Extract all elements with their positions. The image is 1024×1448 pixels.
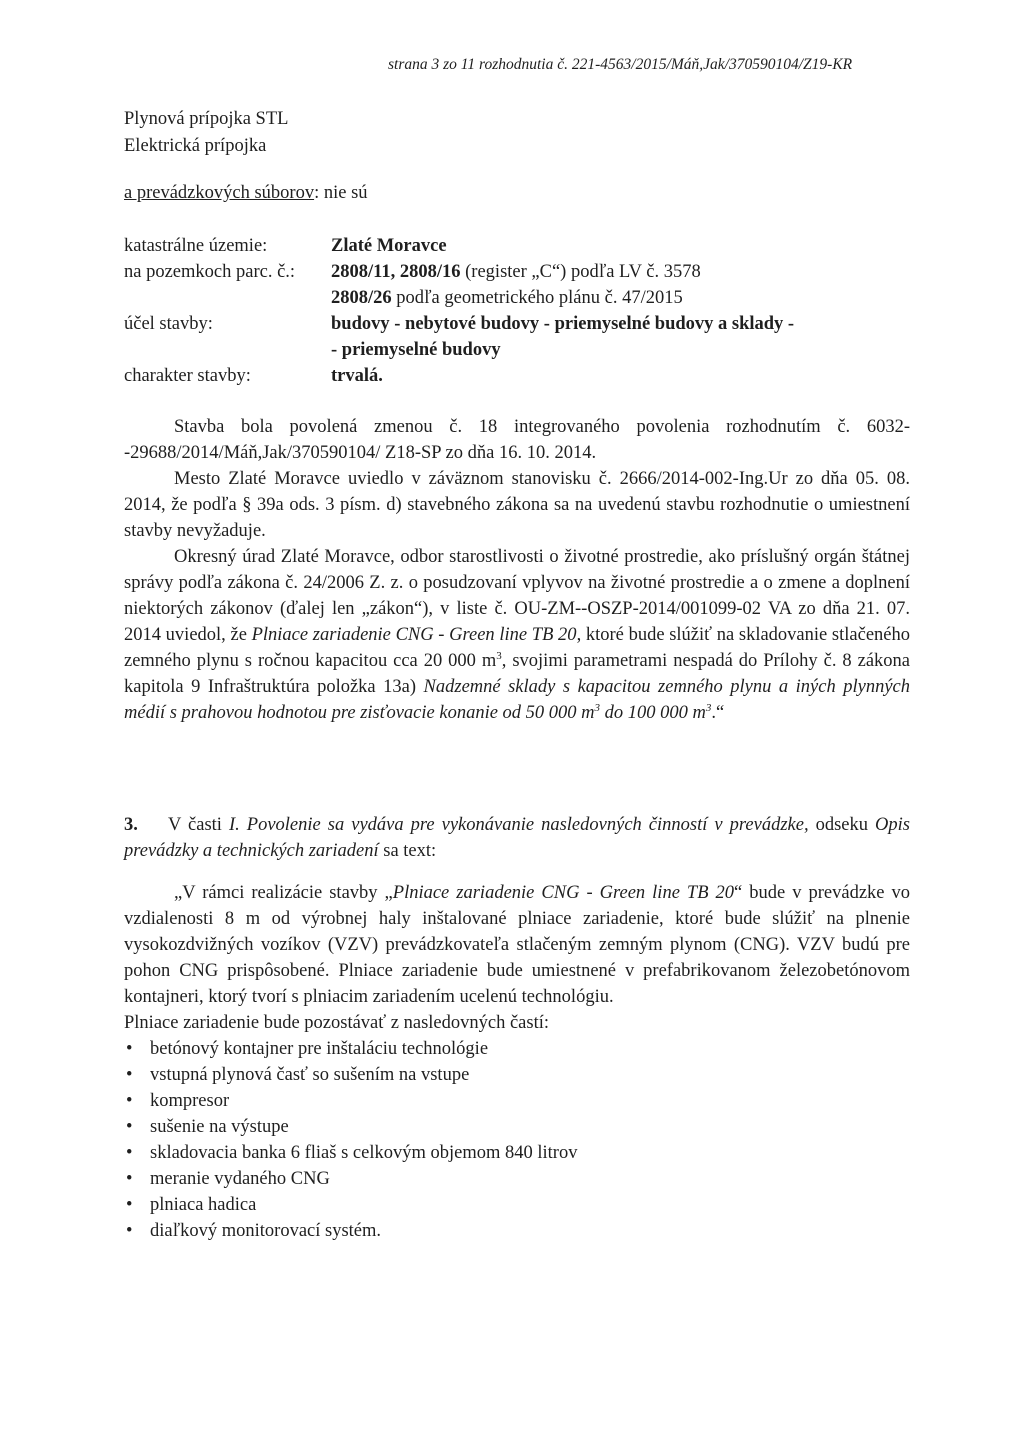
list-item: • kompresor	[124, 1088, 910, 1114]
purpose-row	[124, 311, 914, 363]
operating-units-line	[124, 180, 368, 206]
quote-paragraph: „V rámci realizácie stavby „Plniace zariadenie CNG - Green line TB 20“ bude v prevádzke vo vzdialenosti 8 m od výrobnej haly inštalované plniace zariadenie, ktoré bude slúžiť na plnenie vysokozdvižných vozíkov (VZV) prevádzkovateľa stlačeným zemným plynom (CNG). VZV budú pre pohon CNG prispôsobené. Plniace zariadenie bude umiestnené v prefabrikovanom železobetónovom kontajneri, ktorý tvorí s plniacim zariadením ucelenú technológiu.	[124, 883, 911, 1007]
section-3: 3. V časti I. Povolenie sa vydáva pre vykonávanie nasledovných činností v prevádzke, odseku Opis prevádzky a technických zariadení sa text:	[124, 812, 910, 864]
purpose-line-2: - priemyselné budovy	[331, 340, 501, 360]
paragraph-permit: Stavba bola povolená zmenou č. 18 integrovaného povolenia rozhodnutím č. 6032--29688/2014/Máň,Jak/370590104/ Z18-SP zo dňa 16. 10. 2014.	[124, 417, 910, 463]
list-item: • vstupná plynová časť so sušením na vstupe	[124, 1062, 910, 1088]
parcel-row	[124, 259, 914, 311]
paragraph-district-office: Okresný úrad Zlaté Moravce, odbor starostlivosti o životné prostredie, ako príslušný orgán štátnej správy podľa zákona č. 24/2006 Z. z. o posudzovaní vplyvov na životné prostredie a o zmene a doplnení niektorých zákonov (ďalej len „zákon“), v liste č. OU-ZM--OSZP-2014/001099-02 VA zo dňa 21. 07. 2014 uviedol, že Plniace zariadenie CNG - Green line TB 20, ktoré bude slúžiť na skladovanie stlačeného zemného plynu s ročnou kapacitou cca 20 000 $m^3$, svojimi parametrami nespadá do Prílohy č. 8 zákona kapitola 9 Infraštruktúra položka 13a) Nadzemné sklady s kapacitou zemného plynu a iných plynných médií s prahovou hodnotou pre zisťovacie konanie od 50 000 $m^3$ do 100 000 $m^3.“$	[124, 547, 911, 723]
cadastre-label: katastrálne územie:	[124, 236, 268, 256]
cadastre-value: Zlaté Moravce	[331, 236, 447, 256]
character-value: trvalá.	[331, 366, 383, 386]
list-item: • betónový kontajner pre inštaláciu technológie	[124, 1036, 910, 1062]
parcel-label: na pozemkoch parc. č.:	[124, 262, 296, 282]
paragraph-town-opinion: Mesto Zlaté Moravce uviedlo v záväznom stanovisku č. 2666/2014-002-Ing.Ur zo dňa 05. 08. 2014, že podľa § 39a ods. 3 písm. d) stavebného zákona sa na uvedenú stavbu rozhodnutie o umiestnení stavby nevyžaduje.	[124, 469, 910, 541]
page-header-reference: strana 3 zo 11 rozhodnutia č. 221-4563/2015/Máň,Jak/370590104/Z19-KR	[388, 56, 853, 73]
property-list	[124, 233, 914, 389]
component-list	[124, 1036, 910, 1244]
list-item: • plniaca hadica	[124, 1192, 910, 1218]
character-row	[124, 363, 914, 389]
parcel-numbers: 2808/11, 2808/16	[331, 262, 461, 282]
purpose-value	[331, 311, 914, 363]
intro-line-electric: Elektrická prípojka	[124, 136, 267, 156]
intro-line-gas: Plynová prípojka STL	[124, 109, 289, 129]
list-item: • meranie vydaného CNG	[124, 1166, 910, 1192]
parcel-value	[331, 259, 914, 311]
operating-units-value: : nie sú	[314, 183, 368, 203]
character-label: charakter stavby:	[124, 366, 251, 386]
list-intro: Plniace zariadenie bude pozostávať z nasledovných častí:	[124, 1013, 550, 1033]
section-number: 3.	[124, 815, 138, 835]
operating-units-label: a prevádzkových súborov	[124, 183, 315, 203]
intro-block	[124, 106, 288, 160]
list-item: • skladovacia banka 6 fliaš s celkovým objemom 840 litrov	[124, 1140, 910, 1166]
cadastre-row	[124, 233, 914, 259]
list-item: • sušenie na výstupe	[124, 1114, 910, 1140]
parcel-plan: podľa geometrického plánu č. 47/2015	[391, 288, 683, 308]
purpose-line-1: budovy - nebytové budovy - priemyselné budovy a sklady -	[331, 314, 795, 334]
quoted-text	[124, 880, 910, 1244]
parcel-numbers-2: 2808/26	[331, 288, 392, 308]
parcel-register: (register „C“) podľa LV č. 3578	[460, 262, 701, 282]
list-item: • diaľkový monitorovací systém.	[124, 1218, 910, 1244]
body-paragraphs	[124, 414, 910, 726]
purpose-label: účel stavby:	[124, 314, 213, 334]
